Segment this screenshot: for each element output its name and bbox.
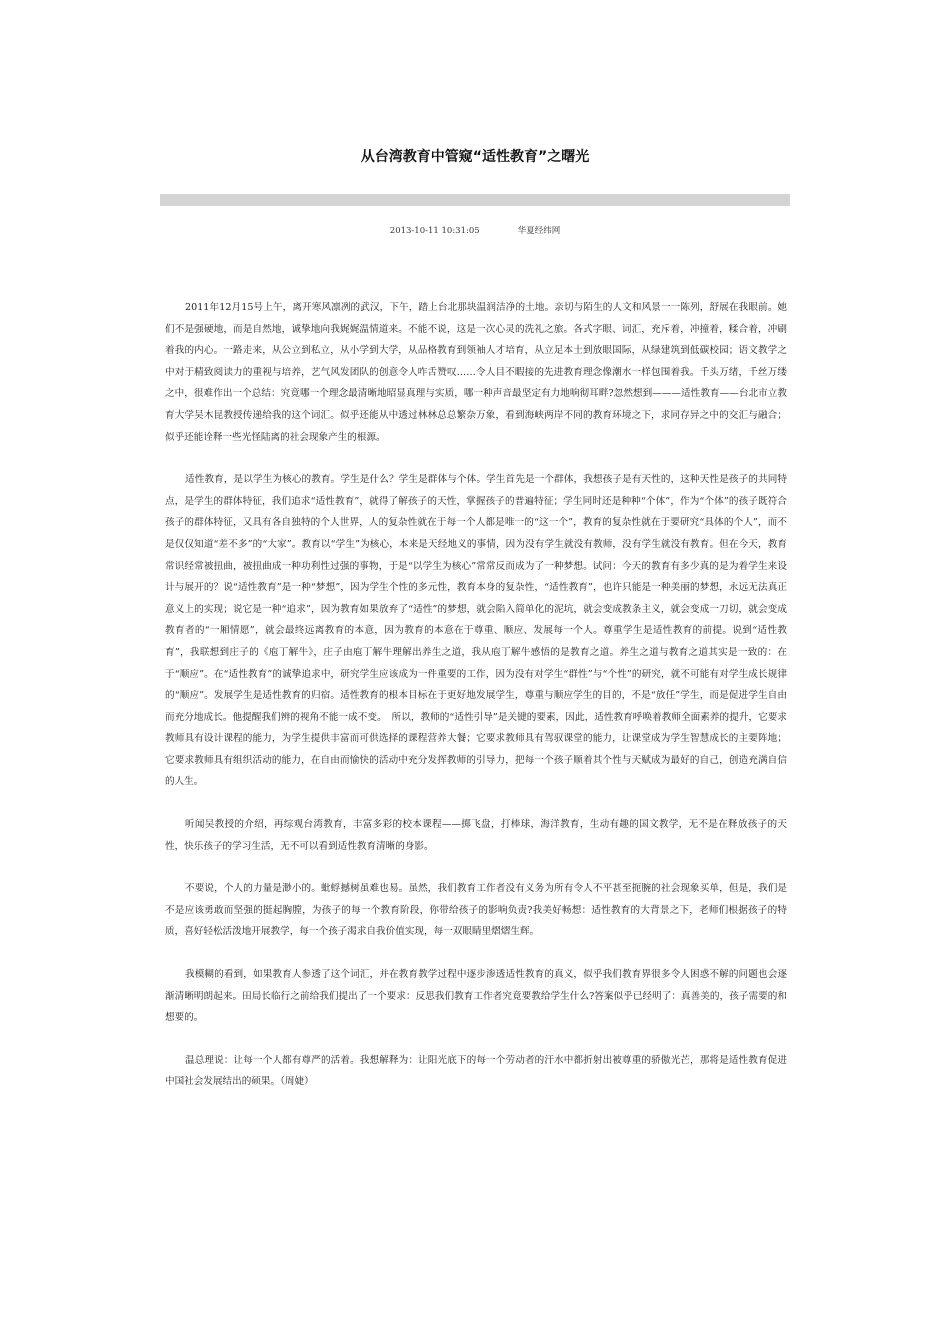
body-paragraph-1: 2011年12月15号上午，离开寒风凛冽的武汉，下午，踏上台北那块温润洁净的土地。亲切与陌生的人文和风景一一陈列，舒展在我眼前。她们不是强硬地，而是自然地，诚挚地向我娓娓温情道来。不能不说，这是一次心灵的洗礼之旅。各式字眼、词汇，充斥着，冲撞着，糅合着，冲刷着我的内心。一路走来，从公立到私立，从小学到大学，从品格教育到领袖人才培育，从立足本土到放眼国际，从绿建筑到低碳校园；语文教学之中对于精致阅读力的重视与培养，艺气风发团队的创意令人咋舌赞叹……令人目不暇接的先进教育理念像潮水一样包围着我。千头万绪，千丝万缕之中，很难作出一个总结：究竟哪一个理念最清晰地昭显真理与实质，哪一种声音最坚定有力地响彻耳畔?忽然想到———适性教育——台北市立教育大学吴木昆教授传递给我的这个词汇。似乎还能从中透过林林总总繁杂万象，看到海峡两岸不同的教育环境之下，求同存异之中的交汇与融合；似乎还能诠释一些光怪陆离的社会现象产生的根源。	[165, 302, 787, 443]
body-paragraph-3: 听闻吴教授的介绍，再综观台湾教育，丰富多彩的校本课程——掷飞盘，打棒球，海洋教育，生动有趣的国文教学，无不是在释放孩子的天性，快乐孩子的学习生活，无不可以看到适性教育清晰的身影。	[165, 819, 787, 852]
body-paragraph-2: 适性教育，是以学生为核心的教育。学生是什么？学生是群体与个体。学生首先是一个群体，我想孩子是有天性的，这种天性是孩子的共同特点，是学生的群体特征，我们追求“适性教育”，就得了解孩子的天性，掌握孩子的普遍特征；学生同时还是种种“个体”，作为“个体”的孩子既符合孩子的群体特征，又具有各自独特的个人世界，人的复杂性就在于每一个人都是唯一的“这一个”，教育的复杂性就在于要研究“具体的个人”，而不是仅仅知道“差不多”的“大家”。教育以“学生”为核心，本来是天经地义的事情，因为没有学生就没有教师，没有学生就没有教育。但在今天，教育常识经常被扭曲，被扭曲成一种功利性过强的事物，于是“以学生为核心”常常反而成为了一种梦想。试问：今天的教育有多少真的是为着学生来设计与展开的？说“适性教育”是一种“梦想”，因为学生个性的多元性，教育本身的复杂性，“适性教育”，也许只能是一种美丽的梦想，永远无法真正意义上的实现；说它是一种“追求”，因为教育如果放弃了“适性”的梦想，就会陷入简单化的泥坑，就会变成教条主义，就会变成一刀切，就会变成教育者的“一厢情愿”，就会最终远离教育的本意，因为教育的本意在于尊重、顺应、发展每一个人。尊重学生是适性教育的前提。说到“适性教育”，我联想到庄子的《庖丁解牛》，庄子由庖丁解牛理解出养生之道，我从庖丁解牛感悟的是教育之道。养生之道与教育之道其实是一致的：在于“顺应”。在“适性教育”的诚挚追求中，研究学生应该成为一件重要的工作，因为没有对学生“群性”与“个性”的研究，就不可能有对学生成长规律的“顺应”。发展学生是适性教育的归宿。适性教育的根本目标在于更好地发展学生，尊重与顺应学生的目的，不是“放任”学生，而是促进学生自由而充分地成长。他提醒我们辨的视角不能一成不变。 所以，教师的“适性引导”是关键的要素，因此，适性教育呼唤着教师全面素养的提升，它要求教师具有设计课程的能力，为学生提供丰富而可供选择的课程营养大餐；它要求教师具有驾驭课堂的能力，让课堂成为学生智慧成长的主要阵地；它要求教师具有组织活动的能力，在自由而愉快的活动中充分发挥教师的引导力，把每一个孩子顺着其个性与天赋成为最好的自己，创造充满自信的人生。	[165, 474, 787, 788]
article-source: 华夏经纬网	[517, 226, 561, 236]
body-paragraph-6: 温总理说：让每一个人都有尊严的活着。我想解释为：让阳光底下的每一个劳动者的汗水中都折射出被尊重的骄傲光芒，那将是适性教育促进中国社会发展结出的硕果。（周婕）	[165, 1054, 787, 1088]
article-meta	[160, 224, 790, 236]
title-divider-bar	[160, 194, 790, 206]
publish-date: 2013-10-11 10:31:05	[389, 226, 480, 236]
article-body	[165, 297, 787, 1114]
body-paragraph-5: 我模糊的看到，如果教育人参透了这个词汇，并在教育教学过程中逐步渗透适性教育的真义，似乎我们教育界很多令人困惑不解的问题也会逐渐清晰明朗起来。田局长临行之前给我们提出了一个要求：反思我们教育工作者究竟要教给学生什么?答案似乎已经明了：真善美的，孩子需要的和想要的。	[165, 969, 787, 1024]
article-title: 从台湾教育中管窥“适性教育”之曙光	[360, 149, 590, 165]
body-paragraph-4: 不要说，个人的力量是渺小的。蚍蜉撼树虽难也易。虽然，我们教育工作者没有义务为所有令人不平甚至扼腕的社会现象买单，但是，我们是不是应该勇敢而坚强的挺起胸膛，为孩子的每一个教育阶段，你带给孩子的影响负责?我美好畅想：适性教育的大背景之下，老师们根据孩子的特质，喜好轻松活泼地开展教学，每一个孩子渴求自我价值实现，每一双眼睛里熠熠生辉。	[165, 883, 787, 938]
